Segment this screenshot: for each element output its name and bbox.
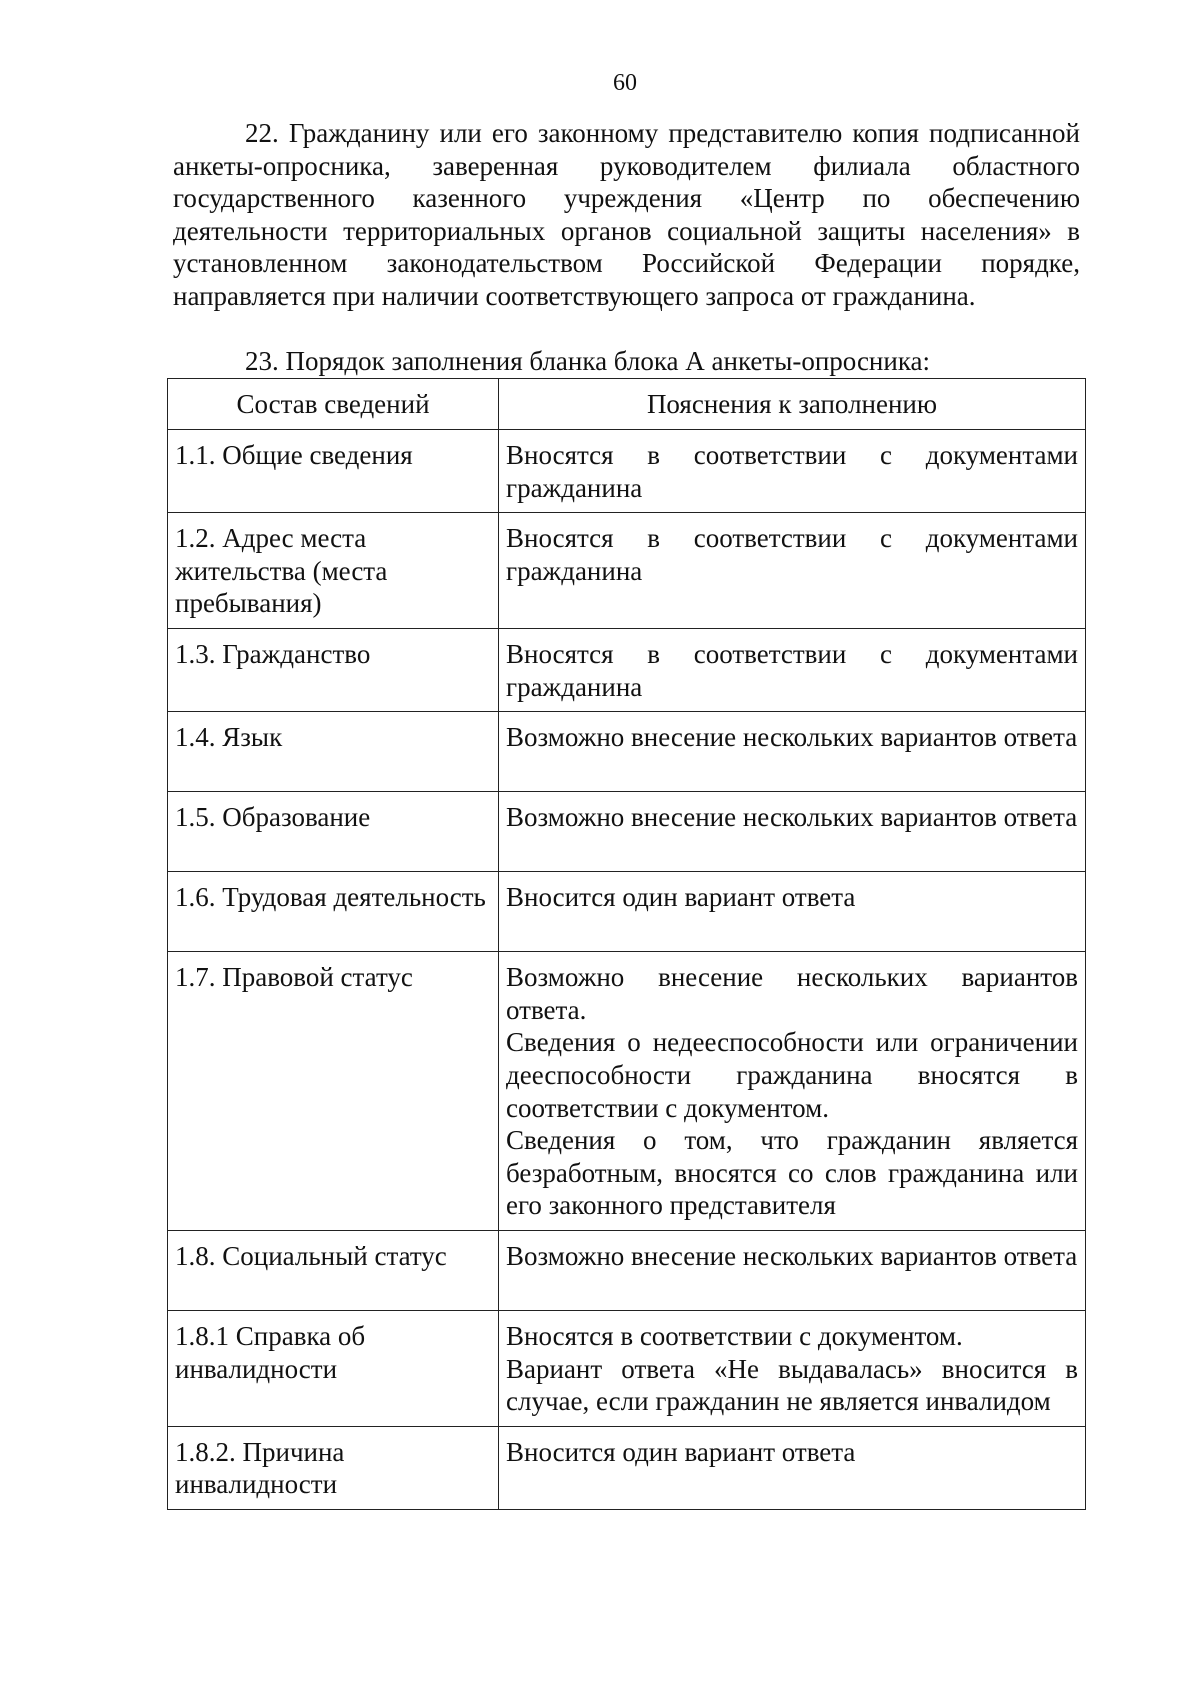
row-note [499,872,1086,952]
paragraph-22: 22. Гражданину или его законному представителю копия подписанной анкеты-опросника, заверенная руководителем филиала областного государственного казенного учреждения «Центр по обеспечению деятельности территориальных органов социальной защиты населения» в установленном законодательством Российской Федерации порядке, направляется при наличии соответствующего запроса от гражданина. [173,118,1080,311]
table-row [168,712,1086,792]
row-note-text: Вносятся в соответствии с документом. [506,1320,963,1351]
row-note-text: Сведения о том, что гражданин является безработным, вносятся со слов гражданина или его законного представителя [506,1125,1078,1221]
row-item: 1.7. Правовой статус [168,952,499,1231]
table-row [168,430,1086,513]
table-row [168,628,1086,711]
row-note-text: Вносится один вариант ответа [506,1436,856,1467]
row-item: 1.3. Гражданство [168,628,499,711]
header-explanations: Пояснения к заполнению [499,379,1086,430]
table-row [168,513,1086,629]
filling-rules-table [167,378,1086,1510]
table-row [168,872,1086,952]
row-note-text: Вносятся в соответствии с документами гражданина [506,638,1078,702]
row-note [499,712,1086,792]
row-note-text: Вносится один вариант ответа [506,882,856,913]
row-item: 1.1. Общие сведения [168,430,499,513]
table-row [168,792,1086,872]
row-note-text: Возможно внесение нескольких вариантов ответа [506,722,1078,753]
row-note [499,430,1086,513]
row-note-text: Вариант ответа «Не выдавалась» вносится в случае, если гражданин не является инвалидом [506,1353,1078,1417]
table-row [168,1426,1086,1509]
row-note-text: Вносятся в соответствии с документами гражданина [506,523,1078,586]
row-item: 1.8. Социальный статус [168,1230,499,1310]
row-note [499,952,1086,1231]
row-note [499,1230,1086,1310]
header-composition: Состав сведений [168,379,499,430]
row-item: 1.2. Адрес места жительства (места пребывания) [168,513,499,629]
row-item: 1.5. Образование [168,792,499,872]
table-header-row [168,379,1086,430]
row-note [499,513,1086,629]
row-note [499,792,1086,872]
row-note-text: Сведения о недееспособности или ограничении дееспособности гражданина вносятся в соответствии с документом. [506,1027,1078,1123]
row-note-text: Вносятся в соответствии с документами гражданина [506,440,1078,503]
row-note-text: Возможно внесение нескольких вариантов ответа [506,1240,1078,1271]
table-row [168,952,1086,1231]
row-item: 1.8.1 Справка об инвалидности [168,1310,499,1426]
row-note-text: Возможно внесение нескольких вариантов ответа [506,802,1078,833]
row-note [499,1426,1086,1509]
row-note-text: Возможно внесение нескольких вариантов ответа. [506,962,1078,1025]
table-row [168,1230,1086,1310]
row-note [499,1310,1086,1426]
paragraph-23: 23. Порядок заполнения бланка блока А анкеты-опросника: [245,346,931,376]
row-item: 1.8.2. Причина инвалидности [168,1426,499,1509]
table-row [168,1310,1086,1426]
row-note [499,628,1086,711]
row-item: 1.6. Трудовая деятельность [168,872,499,952]
page-number: 60 [613,70,637,96]
row-item: 1.4. Язык [168,712,499,792]
